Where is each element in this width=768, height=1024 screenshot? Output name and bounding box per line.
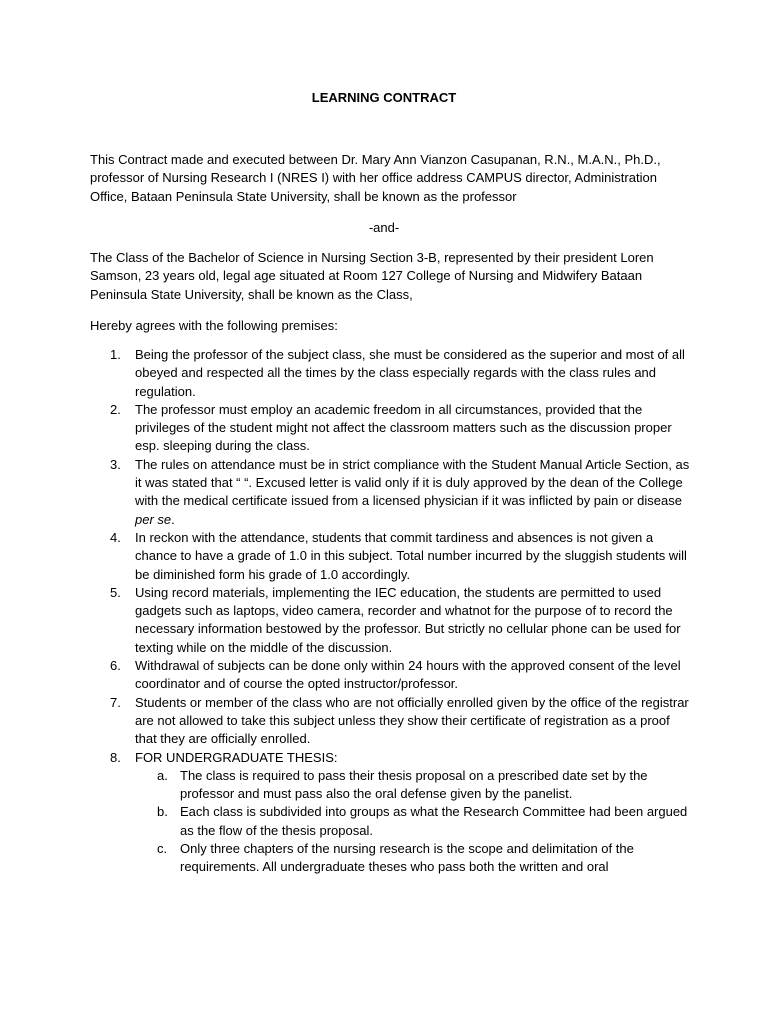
- item-text: Being the professor of the subject class, she must be considered as the superior and most of all obeyed and respected all the times by the class especially regards with the class rules and regulation.: [135, 347, 685, 399]
- sublist-item: [135, 840, 690, 877]
- list-item: [90, 584, 690, 657]
- item-text: Only three chapters of the nursing research is the scope and delimitation of the requirements. All undergraduate theses who pass both the written and oral: [180, 841, 634, 875]
- item-text: The professor must employ an academic freedom in all circumstances, provided that the privileges of the student might not affect the classroom matters such as the discussion proper esp. sleeping during the class.: [135, 401, 672, 454]
- list-item: [90, 749, 690, 877]
- item-number: 8.: [110, 749, 121, 765]
- item-text: Students or member of the class who are not officially enrolled given by the office of the registrar are not allowed to take this subject unless they show their certificate of registration as a proof that they are officially enrolled.: [135, 694, 689, 747]
- item-suffix: .: [171, 511, 175, 527]
- list-item: [90, 401, 690, 456]
- agreement-intro: Hereby agrees with the following premises:: [90, 318, 338, 333]
- item-number: 2.: [110, 401, 121, 417]
- list-item: [90, 529, 690, 584]
- item-text: The rules on attendance must be in strict compliance with the Student Manual Article Section, as it was stated that “ “. Excused letter is valid only if it is duly approved by the dean of the College with the medical certificate issued from a licensed physician if it was inflicted by pain or disease: [135, 456, 690, 509]
- and-separator: -and-: [368, 220, 400, 235]
- class-party-paragraph: The Class of the Bachelor of Science in Nursing Section 3-B, represented by their president Loren Samson, 23 years old, legal age situated at Room 127 College of Nursing and Midwifery Bataan Peninsula State University, shall be known as the Class,: [90, 250, 654, 302]
- list-item: [90, 657, 690, 694]
- premises-list: [90, 346, 690, 877]
- item-number: 6.: [110, 658, 121, 674]
- item-text: Using record materials, implementing the IEC education, the students are permitted to used gadgets such as laptops, video camera, recorder and whatnot for the purpose of to record the necessary information bestowed by the professor. But strictly no cellular phone can be used for texting while on the middle of the discussion.: [135, 584, 681, 655]
- item-number: 5.: [110, 584, 121, 600]
- item-text: The class is required to pass their thesis proposal on a prescribed date set by the professor and must pass also the oral defense given by the panelist.: [180, 767, 648, 802]
- thesis-sublist: [135, 767, 690, 877]
- list-item: [90, 456, 690, 529]
- item-number: 3.: [110, 456, 121, 472]
- list-item: [90, 346, 690, 401]
- item-letter: b.: [157, 804, 168, 820]
- sublist-item: [135, 803, 690, 840]
- item-number: 4.: [110, 529, 121, 545]
- list-item: [90, 694, 690, 749]
- item-letter: a.: [157, 767, 168, 783]
- intro-paragraph: This Contract made and executed between Dr. Mary Ann Vianzon Casupanan, R.N., M.A.N., Ph.D., professor of Nursing Research I (NRES I) with her office address CAMPUS director, Administration Office, Bataan Peninsula State University, shall be known as the professor: [90, 152, 661, 204]
- item-text: Each class is subdivided into groups as what the Research Committee had been argued as the flow of the thesis proposal.: [180, 804, 688, 838]
- sublist-item: [135, 767, 690, 804]
- document-title: LEARNING CONTRACT: [311, 90, 457, 105]
- item-text: In reckon with the attendance, students that commit tardiness and absences is not given a chance to have a grade of 1.0 in this subject. Total number incurred by the sluggish students will be diminished form his grade of 1.0 accordingly.: [135, 529, 687, 582]
- item-number: 7.: [110, 694, 121, 710]
- item-letter: c.: [157, 841, 168, 857]
- item-text: FOR UNDERGRADUATE THESIS:: [135, 749, 338, 765]
- item-italic-text: per se: [135, 511, 172, 527]
- item-text: Withdrawal of subjects can be done only within 24 hours with the approved consent of the level coordinator and of course the opted instructor/professor.: [135, 658, 681, 692]
- item-number: 1.: [110, 347, 121, 362]
